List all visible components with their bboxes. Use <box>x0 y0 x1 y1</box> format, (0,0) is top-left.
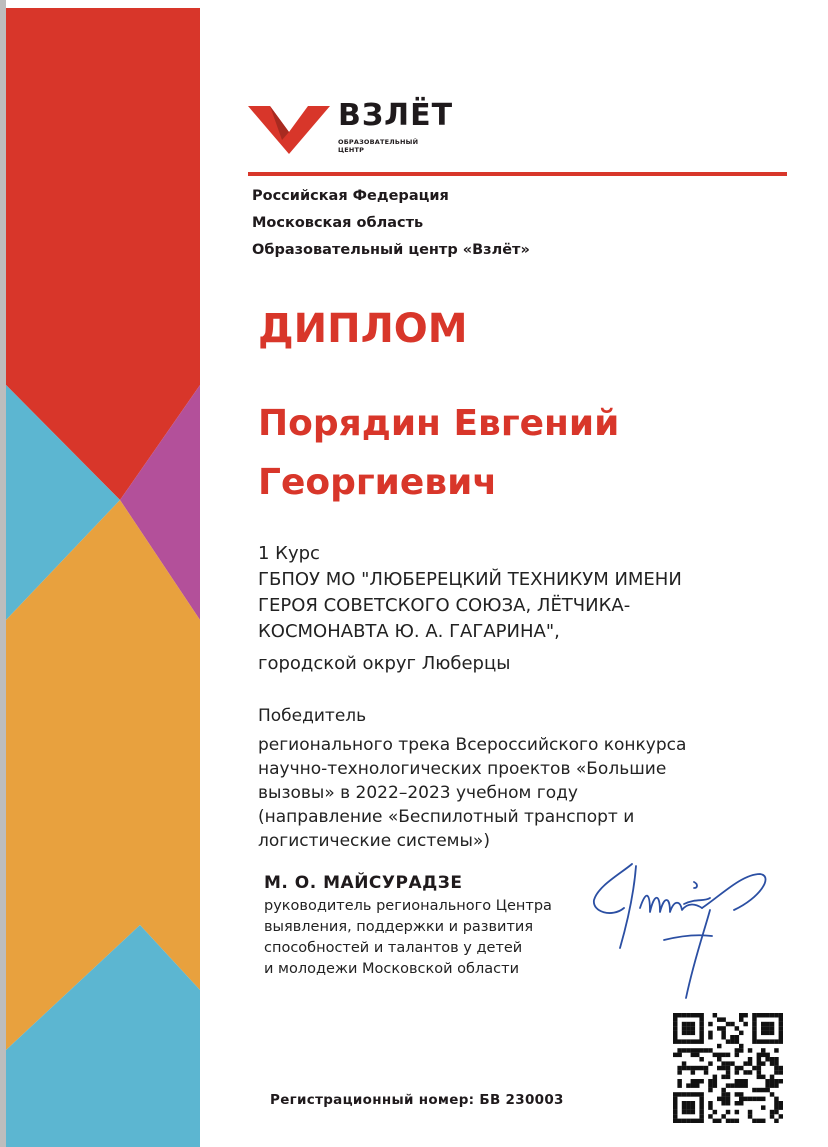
signatory-name: М. О. МАЙСУРАДЗЕ <box>264 873 463 893</box>
logo-subtitle-line1: ОБРАЗОВАТЕЛЬНЫЙ <box>338 138 419 146</box>
logo-wordmark: ВЗЛЁТ <box>338 98 454 133</box>
header-divider <box>248 172 787 176</box>
organization-line: Образовательный центр «Взлёт» <box>252 242 530 258</box>
region-line: Московская область <box>252 215 424 231</box>
recipient-name-line2: Георгиевич <box>258 462 498 503</box>
qr-code <box>673 1013 783 1123</box>
diploma-title: ДИПЛОМ <box>258 306 468 352</box>
award-description-line: научно-технологических проектов «Большие <box>258 759 667 779</box>
institution-line: ГБПОУ МО "ЛЮБЕРЕЦКИЙ ТЕХНИКУМ ИМЕНИ <box>258 569 682 590</box>
vzlet-logo-icon <box>248 104 330 154</box>
award-description-line: регионального трека Всероссийского конкурса <box>258 735 687 755</box>
registration-number: Регистрационный номер: БВ 230003 <box>270 1092 564 1108</box>
signatory-role-line: выявления, поддержки и развития <box>264 919 534 935</box>
institution-line: ГЕРОЯ СОВЕТСКОГО СОЮЗА, ЛЁТЧИКА- <box>258 595 631 616</box>
recipient-name-line1: Порядин Евгений <box>258 403 620 444</box>
signatory-role-line: руководитель регионального Центра <box>264 898 552 914</box>
signatory-role-line: и молодежи Московской области <box>264 961 519 977</box>
award-status: Победитель <box>258 706 367 726</box>
award-description-line: вызовы» в 2022–2023 учебном году <box>258 783 578 803</box>
award-description-line: (направление «Беспилотный транспорт и <box>258 807 635 827</box>
signatory-role-line: способностей и талантов у детей <box>264 940 523 956</box>
award-description-line: логистические системы») <box>258 831 490 851</box>
country-line: Российская Федерация <box>252 188 449 204</box>
course-line: 1 Курс <box>258 543 320 564</box>
logo-subtitle-line2: ЦЕНТР <box>338 146 365 154</box>
institution-district-line: городской округ Люберцы <box>258 653 511 674</box>
decor-gray-border <box>0 0 6 1147</box>
institution-line: КОСМОНАВТА Ю. А. ГАГАРИНА", <box>258 621 560 642</box>
handwritten-signature <box>584 852 784 1002</box>
